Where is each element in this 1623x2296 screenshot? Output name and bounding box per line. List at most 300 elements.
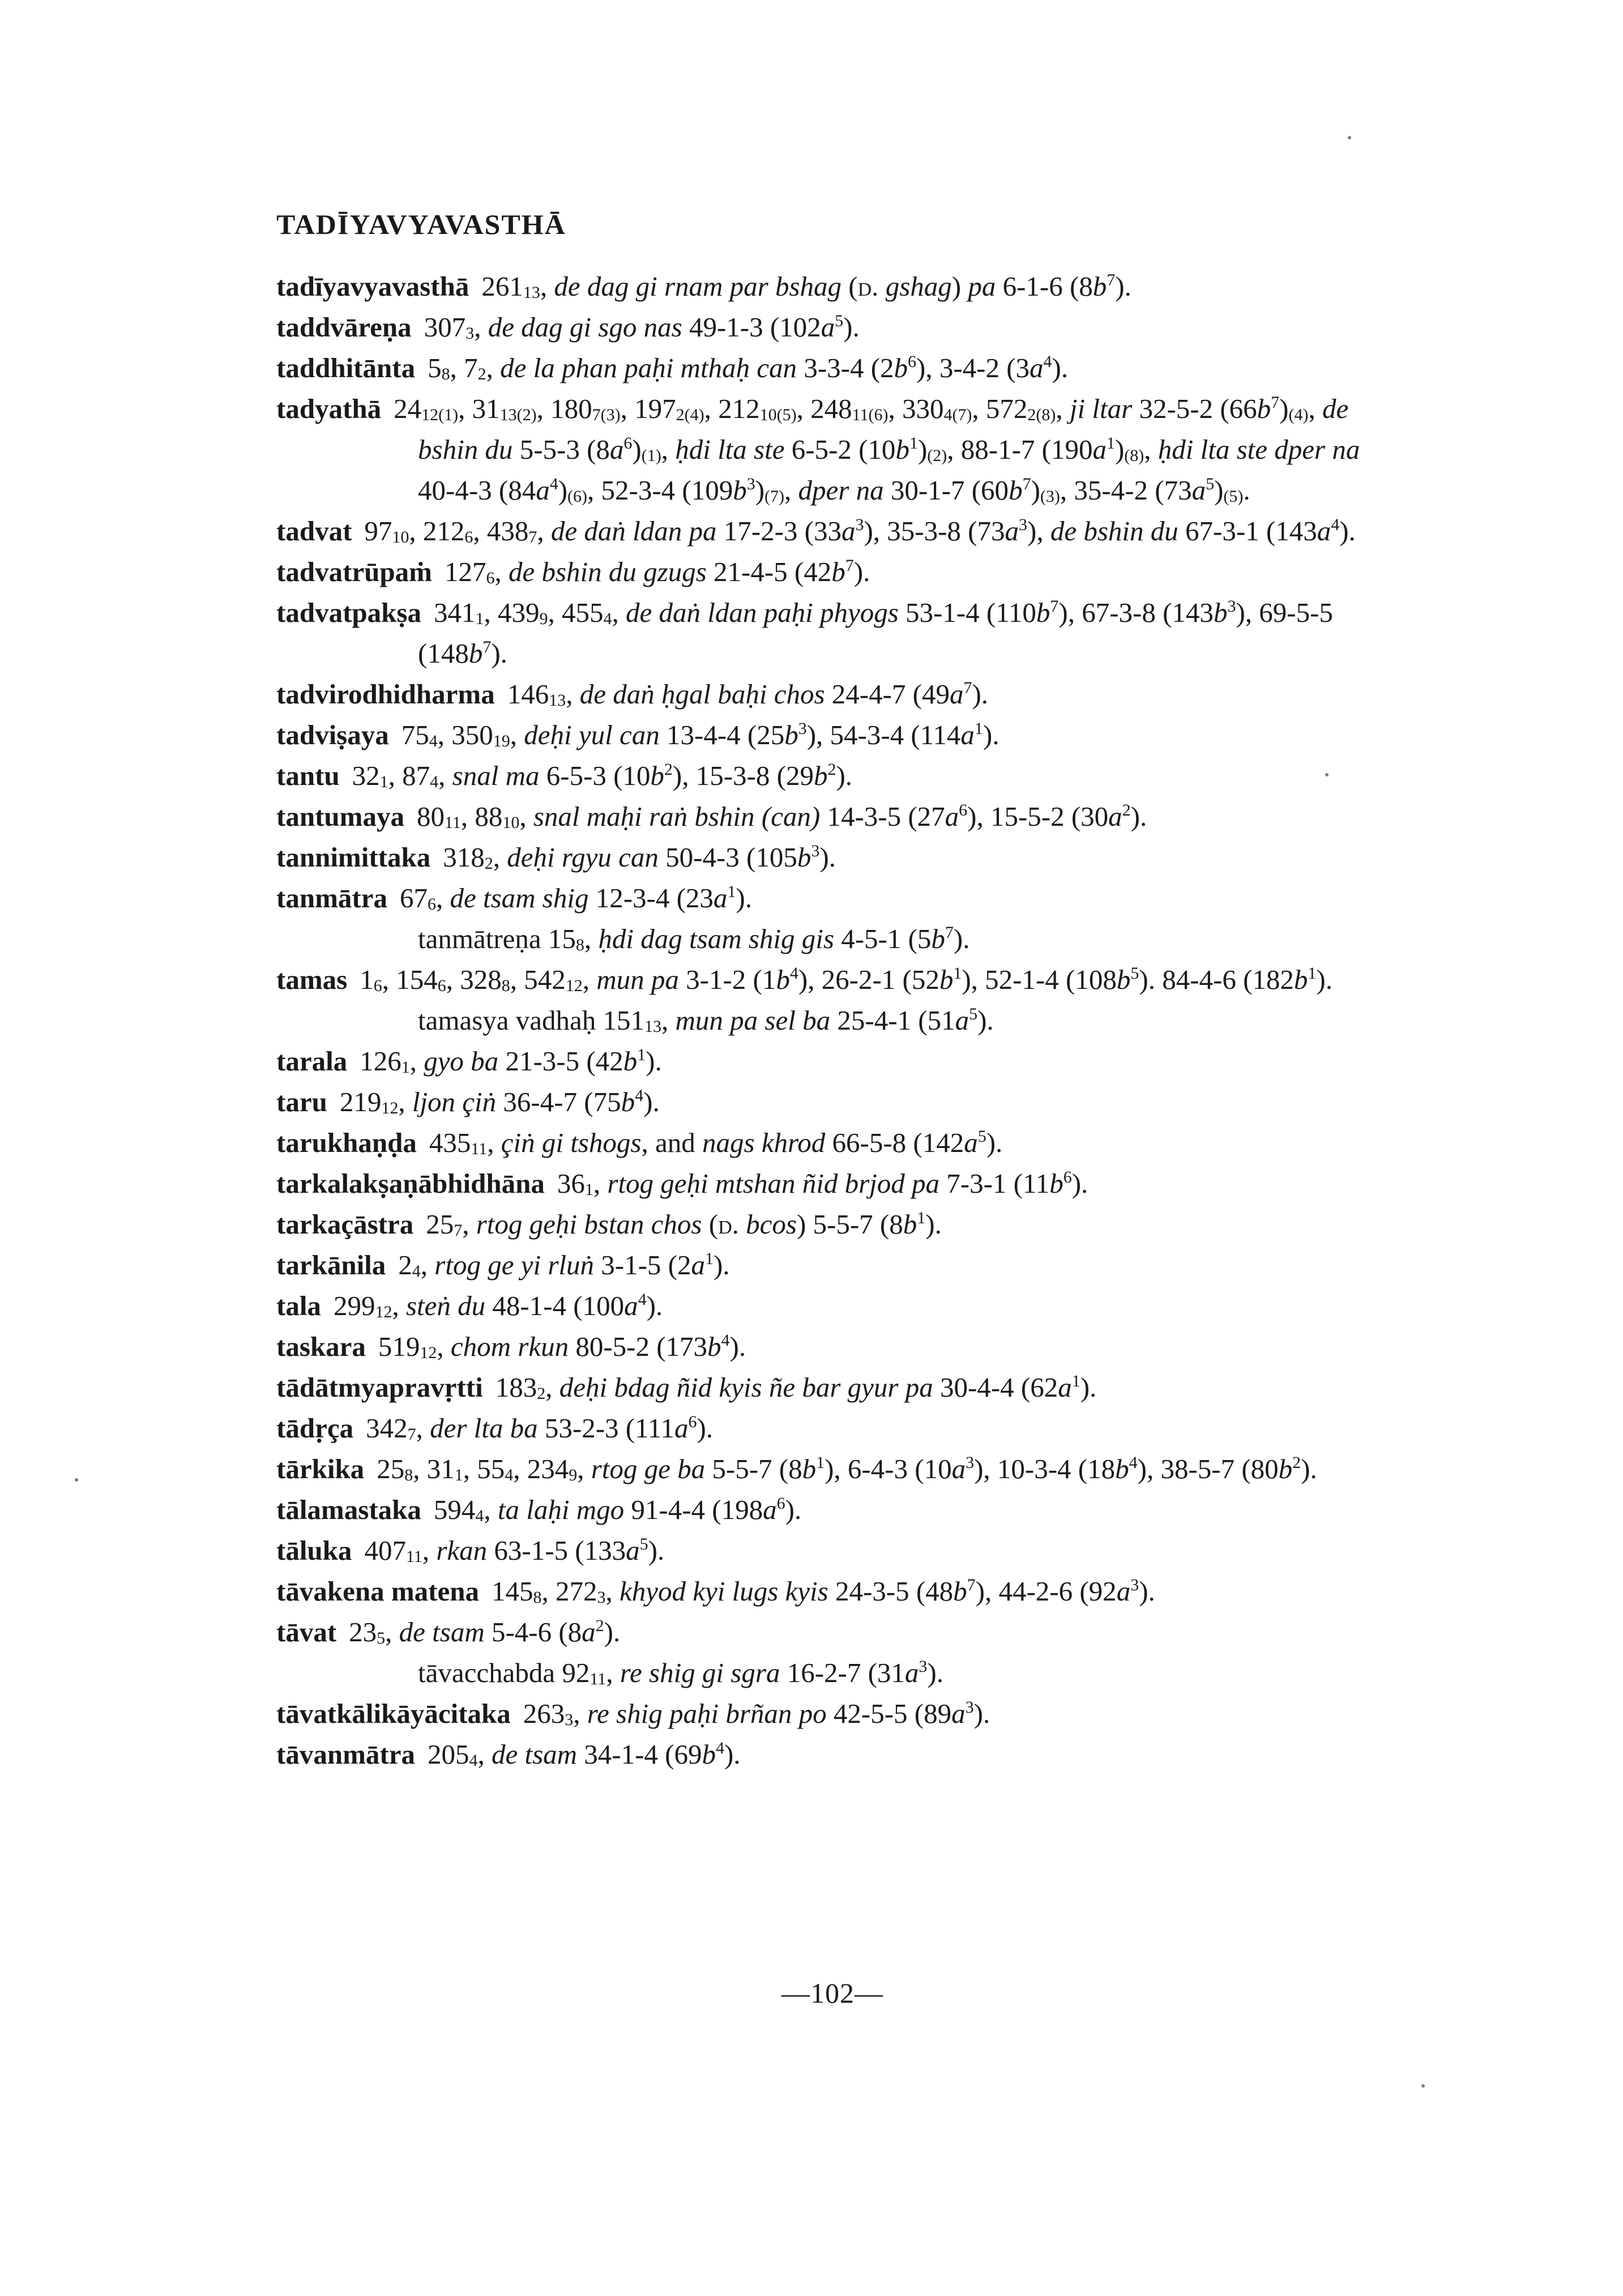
line-number: 12(1) <box>421 406 459 424</box>
tibetan-equivalent: rtog geḥi mtshan ñid brjod pa <box>607 1168 940 1199</box>
line-number: 11(6) <box>852 406 889 424</box>
line-number: 1 <box>401 1058 410 1077</box>
headword: tāluka <box>276 1535 352 1566</box>
tibetan-equivalent: b <box>650 760 664 791</box>
dictionary-entry <box>276 1530 1386 1571</box>
footnote-index: 2 <box>1292 1453 1301 1472</box>
entry-text: ). <box>736 882 752 914</box>
entry-text: 5-4-6 (8 <box>484 1616 582 1648</box>
tibetan-equivalent: rkan <box>436 1535 488 1566</box>
entry-text: 34-1-4 (69 <box>577 1739 702 1770</box>
entry-text: 24-4-7 (49 <box>825 678 950 710</box>
entry-text: , <box>593 1168 608 1199</box>
entry-text: , 52-3-4 (109 <box>587 475 733 506</box>
entry-text: , <box>477 1739 492 1770</box>
entry-text: ). <box>643 1086 660 1117</box>
entry-text: 127 <box>444 556 486 587</box>
dictionary-entry <box>276 959 1386 1000</box>
entry-text: 3-3-4 (2 <box>797 352 894 383</box>
entry-text: 205 <box>427 1739 469 1770</box>
tibetan-equivalent: a <box>1005 515 1019 547</box>
dictionary-entry <box>276 1204 1386 1245</box>
line-number: 4 <box>429 732 438 750</box>
entry-text: , <box>1308 393 1322 424</box>
footnote-index: 4 <box>1129 1453 1138 1472</box>
entry-text: , <box>519 801 533 832</box>
entry-text: , <box>510 719 524 750</box>
entry-text: ), 15-3-8 (29 <box>672 760 814 791</box>
dictionary-entry <box>276 1245 1386 1286</box>
footnote-index: 6 <box>959 801 968 820</box>
entry-text: 21-3-5 (42 <box>498 1045 623 1077</box>
footnote-index: 7 <box>482 638 492 656</box>
dictionary-entry <box>276 1286 1386 1326</box>
tibetan-equivalent: snal maḥi raṅ bshin (can) <box>533 801 821 832</box>
line-number: (8) <box>1124 446 1144 465</box>
entry-text: 307 <box>424 311 466 343</box>
tibetan-equivalent: de bshin du <box>1050 515 1178 547</box>
entry-text: 219 <box>339 1086 382 1117</box>
entry-text: , 248 <box>796 393 852 424</box>
entry-text: ). <box>819 842 836 873</box>
footnote-index: 7 <box>1050 597 1059 616</box>
entry-text: ) 5-5-7 (8 <box>796 1209 903 1240</box>
footnote-index: 7 <box>967 1576 976 1594</box>
tibetan-equivalent: b <box>1009 475 1023 506</box>
footnote-index: 5 <box>969 1005 978 1023</box>
tibetan-equivalent: b <box>953 1576 967 1607</box>
entry-text: ). <box>927 1657 943 1688</box>
tibetan-equivalent: dper na <box>798 475 884 506</box>
tibetan-equivalent: a <box>841 515 856 547</box>
headword: taddvāreṇa <box>276 311 412 343</box>
entry-text: 53-1-4 (110 <box>898 597 1036 628</box>
line-number: 12 <box>381 1099 399 1117</box>
scan-speck <box>1348 136 1351 139</box>
entry-text: , 35-4-2 (73 <box>1060 475 1192 506</box>
entry-text: ). <box>983 719 1000 750</box>
tibetan-equivalent: ḥdi lta ste dper na <box>1158 434 1360 465</box>
tibetan-equivalent: gyo ba <box>424 1045 499 1077</box>
footnote-index: 6 <box>1063 1168 1072 1187</box>
entry-text: ). <box>697 1412 714 1444</box>
footnote-index: 1 <box>637 1045 646 1064</box>
entry-text: ) <box>558 475 568 506</box>
headword: taddhitānta <box>276 352 416 383</box>
entry-text: ) <box>632 434 642 465</box>
entry-text: 146 <box>507 678 549 710</box>
footnote-index: 4 <box>1043 352 1052 371</box>
line-number: 6 <box>427 895 436 914</box>
entry-text: , <box>409 1045 424 1077</box>
line-number: 8 <box>404 1466 413 1484</box>
entry-text: ) <box>917 434 928 465</box>
line-number: 9 <box>539 609 548 628</box>
tibetan-equivalent: b <box>1278 1453 1293 1484</box>
entry-text: 24-3-5 (48 <box>828 1576 954 1607</box>
line-number: 7 <box>407 1425 416 1444</box>
entry-text: , <box>420 1249 435 1281</box>
entry-text: ). <box>1339 515 1356 547</box>
dictionary-entry <box>276 1163 1386 1204</box>
headword: tāvat <box>276 1616 337 1648</box>
headword: tarkaçāstra <box>276 1209 414 1240</box>
footnote-index: 1 <box>816 1453 825 1472</box>
entry-text: , 272 <box>541 1576 597 1607</box>
entry-text: ), 35-3-8 (73 <box>864 515 1005 547</box>
entry-text: 2 <box>398 1249 412 1281</box>
headword: tarkalakṣaṇābhidhāna <box>276 1168 545 1199</box>
tibetan-equivalent: re shig paḥi brñan po <box>587 1698 827 1729</box>
tibetan-equivalent: b <box>1036 597 1050 628</box>
tibetan-equivalent: de daṅ ldan pa <box>550 515 717 547</box>
entry-text: ), 26-2-1 (52 <box>798 964 939 995</box>
entry-text: , 87 <box>388 760 430 791</box>
tibetan-equivalent: b <box>733 475 747 506</box>
tibetan-equivalent: b <box>831 556 845 587</box>
dictionary-entry <box>276 1408 1386 1449</box>
line-number: 13 <box>523 283 540 302</box>
headword: tala <box>276 1290 321 1321</box>
entry-text: 7-3-1 (11 <box>939 1168 1050 1199</box>
headword: tadviṣaya <box>276 719 389 750</box>
entry-text: ). <box>1115 271 1131 302</box>
footnote-index: 1 <box>974 719 983 738</box>
footnote-index: 3 <box>919 1657 928 1676</box>
entry-text: ) <box>1114 434 1125 465</box>
line-number: 6 <box>486 569 495 587</box>
entry-text: ( <box>842 271 858 302</box>
tibetan-equivalent: b <box>784 719 798 750</box>
entry-text: 30-4-4 (62 <box>933 1372 1058 1403</box>
line-number: (7) <box>764 487 785 506</box>
tibetan-equivalent: çiṅ gi tshogs <box>501 1127 642 1158</box>
tibetan-equivalent: a <box>1058 1372 1072 1403</box>
dictionary-entry <box>276 837 1386 878</box>
tibetan-equivalent: mun pa <box>596 964 679 995</box>
entry-text: ). <box>713 1249 730 1281</box>
footnote-index: 3 <box>855 515 864 534</box>
footnote-index: 3 <box>811 842 820 860</box>
tibetan-equivalent: a <box>536 475 550 506</box>
entry-text: 5 <box>428 352 442 383</box>
entry-text: 16-2-7 (31 <box>780 1657 905 1688</box>
headword: tadvat <box>276 515 352 547</box>
dictionary-entry <box>276 389 1386 511</box>
tibetan-equivalent: gshag <box>885 271 952 302</box>
tibetan-equivalent: bcos <box>746 1209 797 1240</box>
tibetan-equivalent: b <box>931 923 945 954</box>
line-number: 4(7) <box>943 406 972 424</box>
entry-text: ). <box>1139 1576 1155 1607</box>
headword: tannimittaka <box>276 842 431 873</box>
headword: tantu <box>276 760 340 791</box>
line-number: 4 <box>412 1262 421 1281</box>
footnote-index: 2 <box>595 1616 604 1635</box>
dictionary-entry <box>276 1326 1386 1367</box>
footnote-index: 6 <box>688 1412 697 1431</box>
footnote-index: 6 <box>908 352 917 371</box>
entry-text: ), 38-5-7 (80 <box>1137 1453 1279 1484</box>
footnote-index: 7 <box>963 678 972 697</box>
entry-text: , 350 <box>437 719 493 750</box>
line-number: 13 <box>549 691 566 710</box>
headword: tālamastaka <box>276 1494 421 1525</box>
tibetan-equivalent: a <box>951 1453 966 1484</box>
tibetan-equivalent: de bshin du <box>418 393 1349 465</box>
entry-text: ), 69-5-5 (148 <box>418 597 1333 669</box>
entry-text: , <box>577 1453 591 1484</box>
tibetan-equivalent: a <box>904 1657 919 1688</box>
entry-text: , 55 <box>463 1453 505 1484</box>
entry-text: 80 <box>416 801 445 832</box>
line-number: 11 <box>444 813 461 832</box>
entry-text: ). <box>646 1290 663 1321</box>
entry-text: 53-2-3 (111 <box>537 1412 674 1444</box>
tibetan-equivalent: b <box>1213 597 1228 628</box>
tibetan-equivalent: b <box>903 1209 917 1240</box>
tibetan-equivalent: de daṅ ldan paḥi phyogs <box>625 597 899 628</box>
dictionary-entry <box>276 1367 1386 1408</box>
tibetan-equivalent: b <box>468 638 483 669</box>
entry-text: , <box>573 1698 587 1729</box>
tibetan-equivalent: rtog geḥi bstan chos <box>476 1209 702 1240</box>
entry-text: 6-1-6 (8 <box>996 271 1093 302</box>
footnote-index: 7 <box>1107 271 1116 289</box>
entry-text: 25 <box>426 1209 454 1240</box>
tibetan-equivalent: b <box>776 964 790 995</box>
entry-text: , 212 <box>409 515 465 547</box>
entry-text: 594 <box>433 1494 476 1525</box>
tibetan-equivalent: b <box>813 760 828 791</box>
scan-speck <box>1421 2084 1425 2088</box>
tibetan-equivalent: a <box>1191 475 1206 506</box>
entry-text: , 542 <box>510 964 566 995</box>
line-number: 4 <box>430 773 439 791</box>
line-number: 19 <box>493 732 510 750</box>
line-number: 7 <box>454 1221 463 1240</box>
entry-text: , 572 <box>972 393 1028 424</box>
footnote-index: 4 <box>789 964 798 983</box>
tibetan-equivalent: a <box>945 801 959 832</box>
tibetan-equivalent: a <box>713 882 728 914</box>
dictionary-entry <box>276 1571 1386 1612</box>
footnote-index: 3 <box>1227 597 1236 616</box>
entry-text: 12-3-4 (23 <box>588 882 714 914</box>
entry-text: tāvacchabda 92 <box>418 1657 590 1688</box>
footnote-index: 2 <box>664 760 673 779</box>
tibetan-equivalent: steṅ du <box>405 1290 486 1321</box>
variant-source: d. <box>718 1209 739 1240</box>
line-number: 2 <box>537 1384 546 1403</box>
entry-text: , <box>584 923 599 954</box>
line-number: 10 <box>392 528 409 547</box>
entry-text: 75 <box>401 719 429 750</box>
footnote-index: 3 <box>965 1698 974 1717</box>
dictionary-entry <box>276 1693 1386 1734</box>
line-number: 1 <box>454 1466 463 1484</box>
tibetan-equivalent: deḥi yul can <box>524 719 660 750</box>
tibetan-equivalent: de daṅ ḥgal baḥi chos <box>579 678 825 710</box>
tibetan-equivalent: ḥdi lta ste <box>675 434 785 465</box>
line-number: (2) <box>927 446 947 465</box>
entry-text: , 328 <box>446 964 502 995</box>
tibetan-equivalent: a <box>674 1412 689 1444</box>
entry-text: 97 <box>364 515 392 547</box>
entry-text: 32 <box>352 760 380 791</box>
footnote-index: 1 <box>727 882 736 901</box>
entry-text: ). <box>724 1739 741 1770</box>
entry-text: 341 <box>433 597 476 628</box>
entry-text: , <box>661 1005 676 1036</box>
dictionary-entry <box>276 1612 1386 1653</box>
footnote-index: 1 <box>704 1249 714 1268</box>
line-number: 5 <box>377 1629 386 1648</box>
line-number: 2 <box>477 365 486 383</box>
entry-text: , 439 <box>484 597 540 628</box>
tibetan-equivalent: ljon çiṅ <box>412 1086 497 1117</box>
headword: tadvatrūpaṁ <box>276 556 432 587</box>
headword: tarala <box>276 1045 348 1077</box>
headword: tadvirodhidharma <box>276 678 495 710</box>
tibetan-equivalent: a <box>763 1494 777 1525</box>
line-number: 8 <box>501 976 510 995</box>
entry-text: , <box>606 1657 620 1688</box>
tibetan-equivalent: b <box>802 1453 817 1484</box>
tibetan-equivalent: a <box>1092 434 1107 465</box>
tibetan-equivalent: re shig gi sgra <box>620 1657 780 1688</box>
tibetan-equivalent: b <box>623 1045 638 1077</box>
entry-text: ). <box>648 1535 665 1566</box>
entry-text: ) <box>755 475 765 506</box>
footnote-index: 2 <box>1122 801 1131 820</box>
tibetan-equivalent: a <box>626 1535 640 1566</box>
line-number: 4 <box>475 1507 484 1525</box>
entry-text: ), <box>1027 515 1050 547</box>
entry-text: , <box>435 882 450 914</box>
entry-text: ) <box>1214 475 1224 506</box>
footnote-index: 3 <box>1019 515 1027 534</box>
entry-text: , <box>545 1372 559 1403</box>
sub-entry <box>276 1653 1386 1693</box>
tibetan-equivalent: a <box>955 1005 969 1036</box>
entry-text: ). <box>843 311 860 343</box>
line-number: 12 <box>375 1303 392 1321</box>
tibetan-equivalent: b <box>1115 1453 1129 1484</box>
dictionary-entry <box>276 674 1386 715</box>
tibetan-equivalent: de tsam <box>399 1616 485 1648</box>
entry-text: ), 3-4-2 (3 <box>916 352 1030 383</box>
entry-text: , <box>1056 393 1070 424</box>
line-number: 12 <box>420 1343 437 1362</box>
entry-text: ), 10-3-4 (18 <box>974 1453 1116 1484</box>
line-number: 13 <box>644 1017 662 1036</box>
headword: tārkika <box>276 1453 365 1484</box>
tibetan-equivalent: a <box>821 311 835 343</box>
entry-text: ) <box>1031 475 1040 506</box>
headword: tāvakena matena <box>276 1576 479 1607</box>
entry-text: ). <box>604 1616 621 1648</box>
tibetan-equivalent: de bshin du gzugs <box>508 556 707 587</box>
entry-text: 263 <box>523 1698 565 1729</box>
entry-text: , 438 <box>473 515 529 547</box>
line-number: 4 <box>505 1466 514 1484</box>
entry-text: ). <box>986 1127 1003 1158</box>
entry-text: , <box>784 475 798 506</box>
line-number: 4 <box>469 1751 478 1770</box>
entry-text: ). <box>977 1005 994 1036</box>
line-number: 8 <box>575 936 584 954</box>
entry-text: 13-4-4 (25 <box>659 719 785 750</box>
entry-text: 183 <box>495 1372 537 1403</box>
dictionary-entry <box>276 1082 1386 1123</box>
entry-text: 36-4-7 (75 <box>496 1086 621 1117</box>
entry-text: ). <box>729 1331 746 1362</box>
line-number: 13(2) <box>499 406 537 424</box>
entry-text: , 7 <box>450 352 478 383</box>
entry-text: 299 <box>333 1290 375 1321</box>
entry-text: , 88-1-7 (190 <box>947 434 1093 465</box>
entry-text: ( <box>702 1209 719 1240</box>
tibetan-equivalent: a <box>1116 1576 1131 1607</box>
entry-text: , 234 <box>513 1453 569 1484</box>
entry-text: , 31 <box>458 393 500 424</box>
footnote-index: 4 <box>635 1086 644 1105</box>
tibetan-equivalent: mun pa sel ba <box>675 1005 831 1036</box>
footnote-index: 7 <box>945 923 954 942</box>
tibetan-equivalent: b <box>621 1086 635 1117</box>
headword: tadyathā <box>276 393 382 424</box>
entry-text: , <box>605 1576 620 1607</box>
tibetan-equivalent: der lta ba <box>430 1412 538 1444</box>
entry-text: ). 84-4-6 (182 <box>1139 964 1294 995</box>
entry-text: , <box>566 678 580 710</box>
line-number: 7 <box>528 528 537 547</box>
dictionary-entry <box>276 511 1386 552</box>
entry-text: 5-5-3 (8 <box>512 434 610 465</box>
entry-text: , <box>537 515 551 547</box>
line-number: 3 <box>597 1588 606 1607</box>
tibetan-equivalent: rtog ge yi rluṅ <box>434 1249 595 1281</box>
entry-text: ). <box>1316 964 1332 995</box>
entry-text: 32-5-2 (66 <box>1132 393 1257 424</box>
tibetan-equivalent: a <box>951 1698 966 1729</box>
footnote-index: 4 <box>549 475 558 493</box>
dictionary-entries <box>276 266 1386 1775</box>
entry-text: 24 <box>394 393 422 424</box>
line-number: (3) <box>1040 487 1060 506</box>
entry-text: 50-4-3 (105 <box>658 842 797 873</box>
headword: tadvatpakṣa <box>276 597 421 628</box>
entry-text: , 330 <box>888 393 944 424</box>
headword: tarkānila <box>276 1249 386 1281</box>
entry-text: 42-5-5 (89 <box>826 1698 952 1729</box>
line-number: 2(8) <box>1027 406 1056 424</box>
line-number: 3 <box>565 1710 574 1729</box>
tibetan-equivalent: a <box>960 719 975 750</box>
dictionary-entry <box>276 756 1386 796</box>
entry-text: , 455 <box>548 597 604 628</box>
footnote-index: 2 <box>827 760 836 779</box>
tibetan-equivalent: de la phan paḥi mthaḥ can <box>500 352 797 383</box>
headword: tāvanmātra <box>276 1739 415 1770</box>
entry-text: , <box>1144 434 1158 465</box>
tibetan-equivalent: ta laḥi mgo <box>497 1494 625 1525</box>
entry-text: 3-1-5 (2 <box>594 1249 691 1281</box>
dictionary-entry <box>276 1734 1386 1775</box>
entry-text: , 31 <box>413 1453 455 1484</box>
tibetan-equivalent: b <box>895 434 909 465</box>
